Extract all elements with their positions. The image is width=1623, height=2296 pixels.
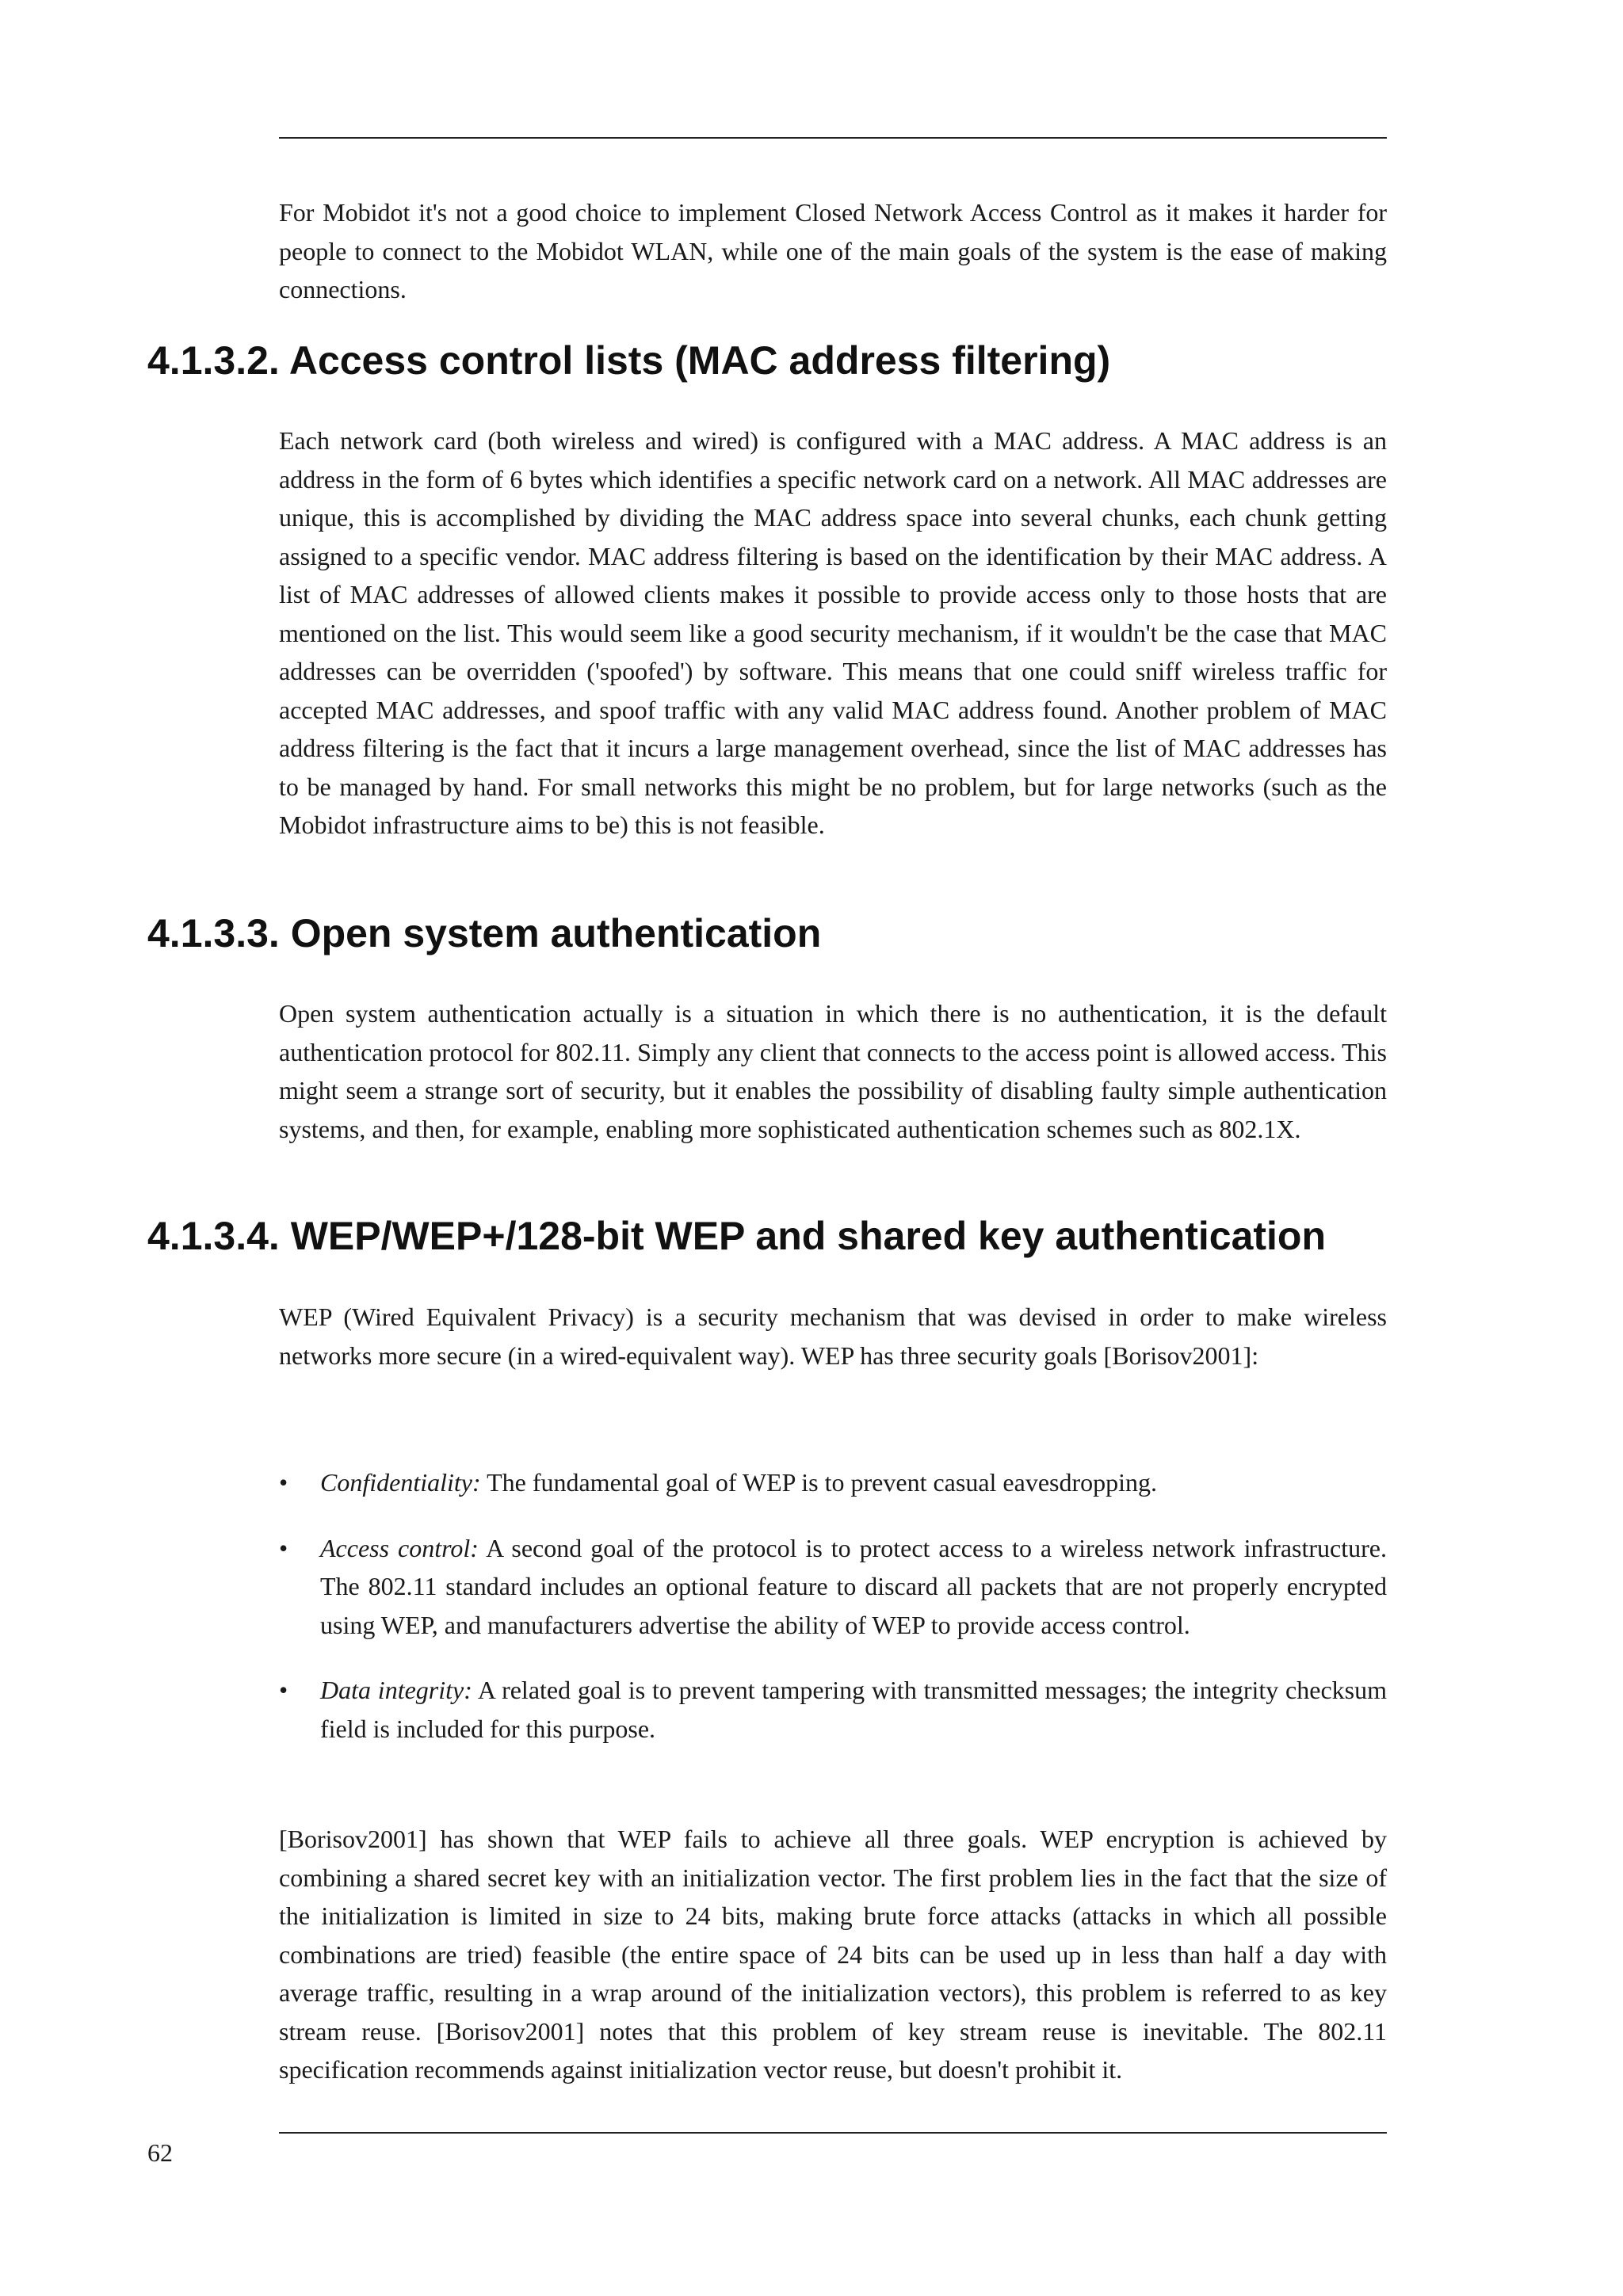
bullet-term: Confidentiality: [320, 1468, 481, 1497]
section-heading-wep: 4.1.3.4. WEP/WEP+/128-bit WEP and shared key authentication [147, 1214, 1327, 1258]
intro-paragraph: For Mobidot it's not a good choice to implement Closed Network Access Control as it makes it harder for people to connect to the Mobidot WLAN, while one of the main goals of the system is the ease of making connections. [279, 198, 1387, 303]
bullet-marker: • [279, 1676, 288, 1704]
bullet-text: A second goal of the protocol is to protect access to a wireless network infrastructure. The 802.11 standard includes an optional feature to discard all packets that are not properly encrypted using WEP, and manufacturers advertise the ability of WEP to provide access control. [320, 1533, 1388, 1639]
page-number: 62 [147, 2138, 173, 2167]
wep-goals-list [279, 1463, 1387, 1775]
wep-intro-paragraph: WEP (Wired Equivalent Privacy) is a security mechanism that was devised in order to make wireless networks more secure (in a wired-equivalent way). WEP has three security goals [Borisov2001]: [279, 1302, 1387, 1370]
bullet-text: The fundamental goal of WEP is to prevent casual eavesdropping. [480, 1468, 1158, 1497]
open-system-paragraph: Open system authentication actually is a situation in which there is no authentication, it is the default authentication protocol for 802.11. Simply any client that connects to the access point is allowed access. This might seem a strange sort of security, but it enables the possibility of disabling faulty simple authentication systems, and then, for example, enabling more sophisticated authentication schemes such as 802.1X. [279, 999, 1387, 1143]
footer-rule [279, 2132, 1387, 2134]
header-rule [279, 137, 1387, 139]
bullet-term: Data integrity: [320, 1676, 472, 1704]
bullet-text: A related goal is to prevent tampering with transmitted messages; the integrity checksum field is included for this purpose. [320, 1676, 1388, 1743]
section-heading-mac-filtering: 4.1.3.2. Access control lists (MAC address filtering) [147, 338, 1111, 383]
list-item [279, 1671, 1387, 1748]
bullet-term: Access control: [320, 1533, 479, 1562]
wep-closing-paragraph: [Borisov2001] has shown that WEP fails to achieve all three goals. WEP encryption is achieved by combining a shared secret key with an initialization vector. The first problem lies in the fact that the size of the initialization is limited in size to 24 bits, making brute force attacks (attacks in which all possible combinations are tried) feasible (the entire space of 24 bits can be used up in less than half a day with average traffic, resulting in a wrap around of the initialization vectors), this problem is referred to as key stream reuse. [Borisov2001] notes that this problem of key stream reuse is inevitable. The 802.11 specification recommends against initialization vector reuse, but doesn't prohibit it. [279, 1825, 1387, 2084]
list-item [279, 1529, 1387, 1645]
bullet-marker: • [279, 1533, 288, 1562]
list-item [279, 1463, 1387, 1502]
mac-filtering-paragraph: Each network card (both wireless and wired) is configured with a MAC address. A MAC address is an address in the form of 6 bytes which identifies a specific network card on a network. All MAC addresses are unique, this is accomplished by dividing the MAC address space into several chunks, each chunk getting assigned to a specific vendor. MAC address filtering is based on the identification by their MAC address. A list of MAC addresses of allowed clients makes it possible to provide access only to those hosts that are mentioned on the list. This would seem like a good security mechanism, if it wouldn't be the case that MAC addresses can be overridden ('spoofed') by software. This means that one could sniff wireless traffic for accepted MAC addresses, and spoof traffic with any valid MAC address found. Another problem of MAC address filtering is the fact that it incurs a large management overhead, since the list of MAC addresses has to be managed by hand. For small networks this might be no problem, but for large networks (such as the Mobidot infrastructure aims to be) this is not feasible. [279, 426, 1387, 839]
section-heading-open-system: 4.1.3.3. Open system authentication [147, 911, 822, 955]
bullet-marker: • [279, 1468, 288, 1497]
